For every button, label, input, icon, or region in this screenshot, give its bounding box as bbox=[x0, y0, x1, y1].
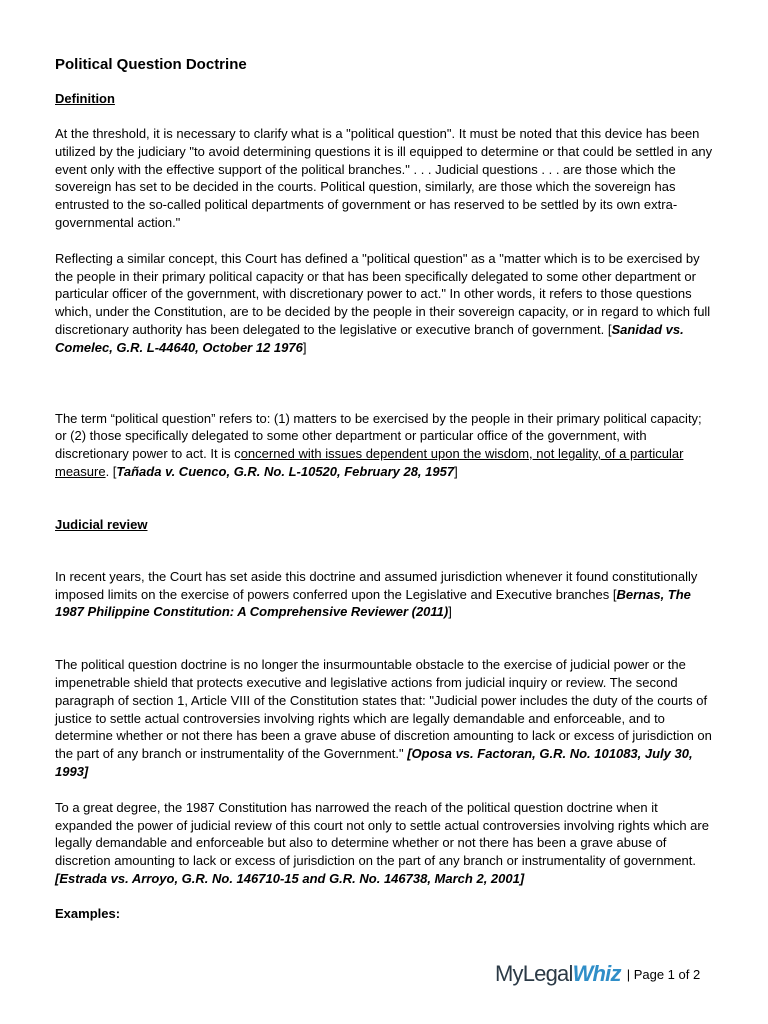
paragraph-no-longer-obstacle bbox=[55, 656, 715, 781]
paragraph-term-definition bbox=[55, 410, 715, 481]
paragraph-text: In recent years, the Court has set aside this doctrine and assumed jurisdiction whenever it found constitutionally imposed limits on the exercise of powers conferred upon the Legislative and Executive branches [ bbox=[55, 568, 698, 602]
citation-bernas: Bernas, The 1987 Philippine Constitution: A Comprehensive Reviewer (2011) bbox=[55, 586, 691, 620]
paragraph-similar-concept bbox=[55, 250, 715, 357]
document-title: Political Question Doctrine bbox=[55, 56, 247, 73]
underlined-text: oncerned with issues dependent upon the wisdom, not legality, of a particular measure bbox=[55, 446, 684, 479]
logo-legal-text: Legal bbox=[522, 961, 573, 986]
citation-sanidad: Sanidad vs. Comelec, G.R. L-44640, October 12 1976 bbox=[55, 321, 684, 355]
paragraph-recent-years bbox=[55, 568, 715, 621]
page-number: | Page 1 of 2 bbox=[626, 966, 701, 982]
paragraph-text: To a great degree, the 1987 Constitution has narrowed the reach of the political question doctrine when it expanded the power of judicial review of this court not only to settle actual controversies involving rights which are legally demandable and enforceable but also to determine whether or not there has been a grave abuse of discretion amounting to lack or excess of jurisdiction on the part of any branch or instrumentality of government. bbox=[55, 799, 709, 869]
paragraph-text: Reflecting a similar concept, this Court has defined a "political question" as a "matter which is to be exercised by the people in their primary political capacity or that has been specifically delegated to some other department or particular officer of the government, with discretionary power to act." In other words, it refers to those questions which, under the Constitution, are to be decided by the people in their sovereign capacity, or in regard to which full discretionary authority has been delegated to the legislative or executive branch of government. [ bbox=[55, 250, 711, 337]
citation-close: ] bbox=[302, 339, 307, 355]
mylegalwhiz-logo bbox=[495, 961, 621, 987]
section-heading-examples: Examples: bbox=[55, 905, 121, 921]
citation-tanada: Tañada v. Cuenco, G.R. No. L-10520, February 28, 1957 bbox=[116, 463, 455, 479]
paragraph-text: The political question doctrine is no longer the insurmountable obstacle to the exercise of judicial power or the impenetrable shield that protects executive and legislative actions from judicial inquiry or review. The second paragraph of section 1, Article VIII of the Constitution states that: "Judicial power includes the duty of the courts of justice to settle actual controversies involving rights which are legally demandable and enforceable, and to determine whether or not there has been a grave abuse of discretion amounting to lack or excess of jurisdiction on the part of any branch or instrumentality of the Government." bbox=[55, 657, 712, 762]
paragraph-text: The term “political question” refers to: (1) matters to be exercised by the people in their primary political capacity; or (2) those specifically delegated to some other department or particular office of the government, with discretionary power to act. It is c bbox=[55, 410, 702, 462]
citation-close: ] bbox=[448, 604, 452, 620]
paragraph-great-degree bbox=[55, 799, 715, 888]
page-footer bbox=[495, 960, 725, 988]
logo-whiz-text: Whiz bbox=[572, 961, 621, 986]
section-heading-judicial-review: Judicial review bbox=[55, 516, 148, 532]
section-heading-definition: Definition bbox=[55, 91, 115, 106]
paragraph-text-after: . [ bbox=[105, 463, 117, 479]
citation-oposa: [Oposa vs. Factoran, G.R. No. 101083, July 30, 1993] bbox=[55, 746, 693, 779]
citation-estrada: [Estrada vs. Arroyo, G.R. No. 146710-15 and G.R. No. 146738, March 2, 2001] bbox=[55, 870, 525, 886]
logo-my-text: My bbox=[495, 961, 523, 986]
document-body bbox=[55, 56, 715, 922]
citation-close: ] bbox=[454, 463, 458, 479]
paragraph-threshold: At the threshold, it is necessary to clarify what is a "political question". It must be noted that this device has been utilized by the judiciary "to avoid determining questions it is ill equipped to determine or that could be settled in any event only with the effective support of the political branches." . . . Judicial questions . . . are those which the sovereign has set to be decided in the courts. Political question, similarly, are those which the sovereign has entrusted to the so-called political departments of government or has reserved to be settled by its own extra-governmental action." bbox=[55, 126, 713, 230]
